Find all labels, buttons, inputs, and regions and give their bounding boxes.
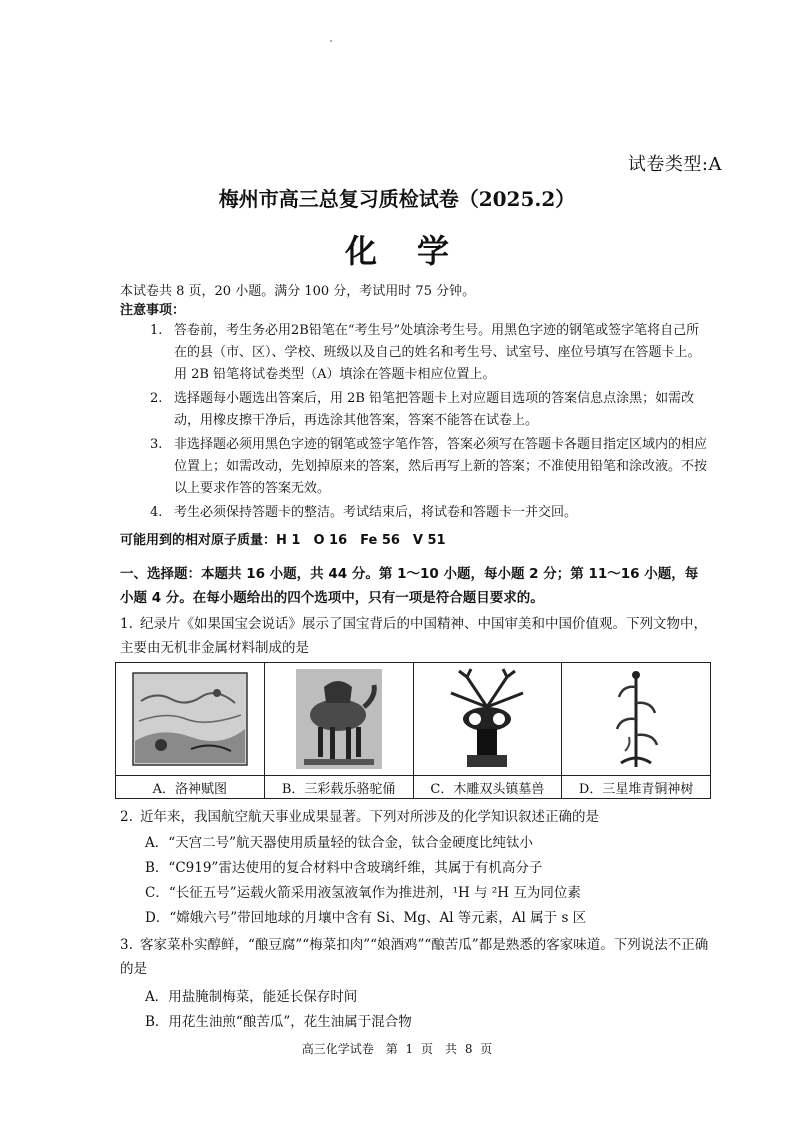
- question-number: 3.: [120, 937, 133, 953]
- exam-title: 梅州市高三总复习质检试卷（2025.2）: [218, 187, 576, 211]
- paper-type-label: 试卷类型:A: [627, 154, 722, 175]
- note-number: 4.: [150, 505, 163, 520]
- note-item: [150, 388, 710, 432]
- exam-intro: 本试卷共 8 页，20 小题。满分 100 分，考试用时 75 分钟。: [120, 284, 476, 299]
- artifact-table: [115, 662, 711, 799]
- option-b: B．用花生油煎“酿苦瓜”，花生油属于混合物: [145, 1014, 412, 1030]
- option-a: A．“天宫二号”航天器使用质量轻的钛合金，钛合金硬度比纯钛小: [145, 835, 534, 851]
- note-number: 2.: [150, 391, 163, 406]
- section-header: 一、选择题：本题共 16 小题，共 44 分。第 1～10 小题，每小题 2 分；第 11～16 小题，每小题 4 分。在每小题给出的四个选项中，只有一项是符合题目要求的。: [120, 566, 699, 606]
- note-item: [150, 320, 710, 386]
- question-number: 2.: [120, 809, 133, 825]
- question-text: 客家菜朴实醇鲜，“酿豆腐”“梅菜扣肉”“娘酒鸡”“酿苦瓜”都是熟悉的客家味道。下列说法不正确的是: [120, 937, 709, 977]
- painting-image: [131, 671, 249, 767]
- artifact-caption: D．三星堆青铜神树: [562, 776, 711, 799]
- option-a: A．用盐腌制梅菜，能延长保存时间: [145, 989, 358, 1005]
- question-2: [120, 805, 710, 829]
- scan-speck: [330, 40, 332, 42]
- note-number: 3.: [150, 437, 163, 452]
- note-text: 考生必须保持答题卡的整洁。考试结束后，将试卷和答题卡一并交回。: [174, 505, 578, 520]
- option-b: B．“C919”雷达使用的复合材料中含玻璃纤维，其属于有机高分子: [145, 860, 543, 876]
- question-number: 1.: [120, 616, 133, 632]
- note-text: 非选择题必须用黑色字迹的钢笔或签字笔作答，答案必须写在答题卡各题目指定区域内的相应位置上；如需改动，先划掉原来的答案，然后再写上新的答案；不准使用铅笔和涂改液。不按以上要求作答的答案无效。: [174, 437, 708, 496]
- notes-heading: 注意事项：: [120, 303, 186, 318]
- question-text: 纪录片《如果国宝会说话》展示了国宝背后的中国精神、中国审美和中国价值观。下列文物中，主要由无机非金属材料制成的是: [120, 616, 707, 656]
- question-2-options: [145, 831, 705, 931]
- artifact-caption: A．洛神赋图: [116, 776, 265, 799]
- note-text: 答卷前，考生务必用2B铅笔在“考生号”处填涂考生号。用黑色字迹的钢笔或签字笔将自己所在的县（市、区）、学校、班级以及自己的姓名和考生号、试室号、座位号填写在答题卡上。用 2B 铅笔将试卷类型（A）填涂在答题卡相应位置上。: [174, 323, 701, 382]
- artifact-caption: C．木雕双头镇墓兽: [413, 776, 562, 799]
- question-text: 近年来，我国航空航天事业成果显著。下列对所涉及的化学知识叙述正确的是: [140, 809, 599, 825]
- note-item: [150, 502, 710, 524]
- question-1: [120, 612, 710, 660]
- artifact-image-d: [562, 663, 711, 776]
- option-d: D．“嫦娥六号”带回地球的月壤中含有 Si、Mg、Al 等元素，Al 属于 s 区: [145, 910, 587, 926]
- tomb-beast-image: [437, 667, 537, 771]
- note-text: 选择题每小题选出答案后，用 2B 铅笔把答题卡上对应题目选项的答案信息点涂黑；如需改动，用橡皮擦干净后，再选涂其他答案，答案不能答在试卷上。: [174, 391, 695, 428]
- note-item: [150, 434, 710, 500]
- question-3-options: [145, 985, 705, 1035]
- artifact-image-a: [116, 663, 265, 776]
- atomic-mass-line: 可能用到的相对原子质量：H 1 O 16 Fe 56 V 51: [120, 533, 446, 548]
- camel-figurine-image: [294, 667, 384, 771]
- artifact-caption: B．三彩载乐骆驼俑: [264, 776, 413, 799]
- option-c: C．“长征五号”运载火箭采用液氢液氧作为推进剂，¹H 与 ²H 互为同位素: [145, 885, 581, 901]
- notes-list: [150, 320, 710, 526]
- bronze-tree-image: [601, 667, 671, 771]
- artifact-image-c: [413, 663, 562, 776]
- question-3: [120, 933, 710, 981]
- note-number: 1.: [150, 323, 163, 338]
- subject-title: 化学: [344, 232, 489, 270]
- artifact-image-b: [264, 663, 413, 776]
- page-footer: 高三化学试卷 第 1 页 共 8 页: [301, 1042, 493, 1056]
